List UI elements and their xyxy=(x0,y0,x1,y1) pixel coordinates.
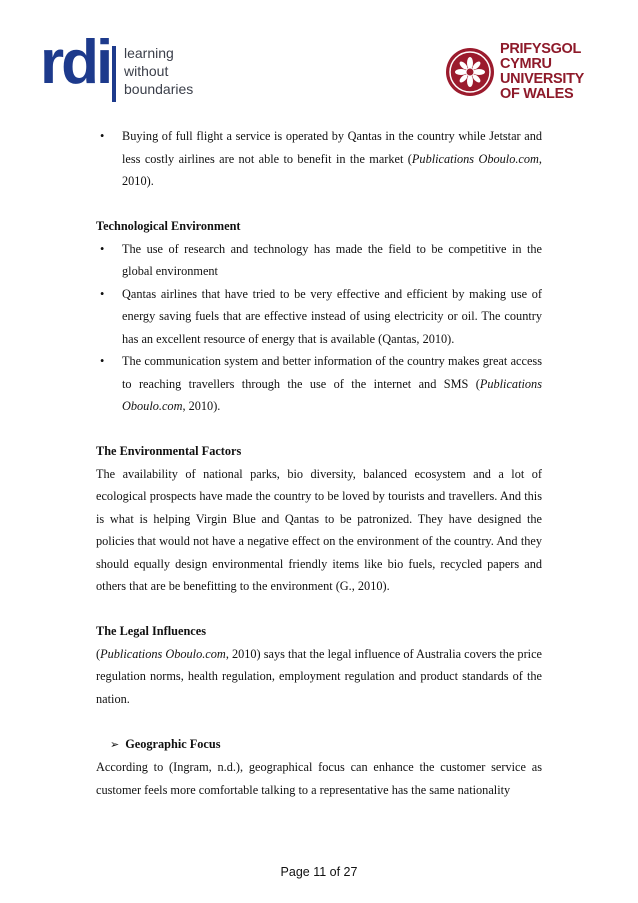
list-item: • The communication system and better information of the country makes great access to reaching travellers through the use of the internet and SMS (Publications Oboulo.com, 2010). xyxy=(96,350,542,418)
university-name-line: OF WALES xyxy=(500,86,574,102)
list-item: • The use of research and technology has made the field to be competitive in the global environment xyxy=(96,238,542,283)
bullet-icon: • xyxy=(100,286,105,301)
citation: Publications Oboulo.com xyxy=(100,646,226,661)
paragraph-environmental: The availability of national parks, bio diversity, balanced ecosystem and a lot of ecological prospects have made the country to be loved by tourists and travellers. And this is what is helping Virgin Blue and Qantas to be patronized. They have designed the policies that would not have a negative effect on the environment of the country. And they should equally design environmental friendly items like bio fuels, recycled papers and others that are be benefitting to the environment (G., 2010). xyxy=(96,466,542,593)
rdi-tagline-line: boundaries xyxy=(124,81,194,97)
arrow-bullet-icon: ➢ xyxy=(110,737,120,751)
bullet-icon: • xyxy=(100,354,105,368)
citation: Publications Oboulo.com xyxy=(122,376,542,413)
list-item: • Qantas airlines that have tried to be very effective and efficient by making use of energy saving fuels that are effective instead of using electricity or oil. The country has an excellent resource of energy that is available (Qantas, 2010). xyxy=(96,283,542,351)
rdi-logo-mark: rdi xyxy=(40,28,111,97)
intro-bullet-list xyxy=(96,125,542,193)
rdi-logo-tagline xyxy=(124,44,193,98)
rdi-tagline-line: without xyxy=(124,63,169,79)
citation: Publications Oboulo.com xyxy=(411,151,539,166)
page-header xyxy=(0,0,638,115)
section-heading-environmental: The Environmental Factors xyxy=(96,444,242,458)
section-heading-technological: Technological Environment xyxy=(96,219,241,233)
bullet-icon: • xyxy=(100,241,105,256)
rdi-logo-divider xyxy=(112,46,116,102)
university-name xyxy=(500,42,584,102)
rdi-tagline-line: learning xyxy=(124,45,174,61)
university-of-wales-logo xyxy=(446,42,606,104)
page-body xyxy=(96,125,542,801)
paragraph-legal: (Publications Oboulo.com, 2010) says that the legal influence of Australia covers the price regulation norms, health regulation, employment regulation and product standards of the nation. xyxy=(96,646,543,706)
paragraph-geographic: According to (Ingram, n.d.), geographical focus can enhance the customer service as customer feels more comfortable talking to a representative has the same nationality xyxy=(96,760,542,797)
university-name-line: CYMRU xyxy=(500,56,552,72)
section-heading-geographic: ➢ Geographic Focus xyxy=(110,736,221,751)
bullet-icon: • xyxy=(100,129,105,143)
section-heading-legal: The Legal Influences xyxy=(96,624,206,638)
list-item: • Buying of full flight a service is operated by Qantas in the country while Jetstar and less costly airlines are not able to benefit in the market (Publications Oboulo.com, 2010). xyxy=(96,125,542,193)
technological-bullet-list xyxy=(96,238,542,418)
university-name-line: UNIVERSITY xyxy=(500,71,585,87)
university-name-line: PRIFYSGOL xyxy=(500,41,582,57)
page-number: Page 11 of 27 xyxy=(280,865,358,879)
university-seal-icon xyxy=(446,48,494,96)
